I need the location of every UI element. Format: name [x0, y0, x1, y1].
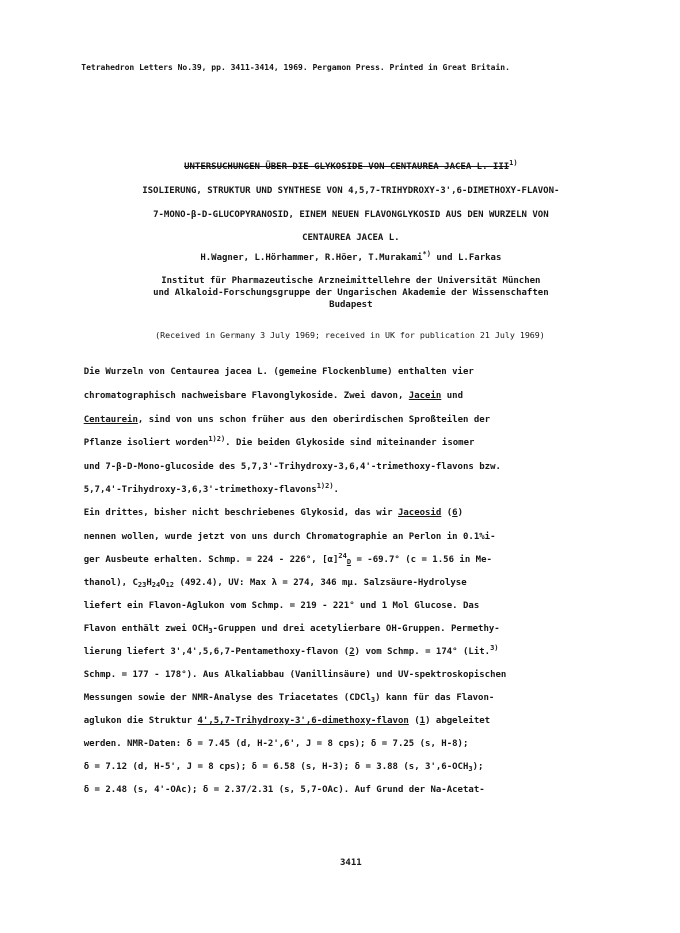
title-text-3: 7-MONO-β-D-GLUCOPYRANOSID, EINEM NEUEN FLAVONGLYKOSID AUS DEN WURZELN VON	[153, 210, 549, 220]
affiliation-text-2: und Alkaloid-Forschungsgruppe der Ungarischen Akademie der Wissenschaften	[153, 288, 549, 298]
formula-subscript: 23	[137, 581, 147, 589]
body-text: Pflanze isoliert worden	[83, 438, 209, 448]
compound-number: 6	[452, 508, 458, 518]
body-text: . Die beiden Glykoside sind miteinander isomer	[225, 438, 475, 448]
authors-footnote-ref: *)	[422, 250, 431, 258]
journal-line: Tetrahedron Letters No.39, pp. 3411-3414, 1969. Pergamon Press. Printed in Great Britain.	[81, 63, 510, 72]
compound-number: 2	[349, 647, 355, 657]
affiliation-text-1: Institut für Pharmazeutische Arzneimittellehre der Universität München	[161, 276, 541, 286]
body-text: werden. NMR-Daten: δ = 7.45 (d, H-2',6', J = 8 cps); δ = 7.25 (s, H-8);	[83, 739, 469, 749]
body-text: δ = 2.48 (s, 4'-OAc); δ = 2.37/2.31 (s, 5,7-OAc). Auf Grund der Na-Acetat-	[83, 785, 485, 795]
body-text: (	[441, 508, 453, 518]
rotation-temperature: 24	[338, 552, 347, 560]
reference-marker: 3)	[490, 644, 499, 652]
body-text: (	[408, 716, 420, 726]
body-text: , sind von uns schon früher aus den oberirdischen Sproßteilen der	[137, 415, 491, 425]
compound-name-jacein: Jacein	[408, 391, 442, 401]
title-text-1: UNTERSUCHUNGEN ÜBER DIE GLYKOSIDE VON CENTAUREA JACEA L. III	[184, 162, 510, 172]
body-text: Ein drittes, bisher nicht beschriebenes Glykosid, das wir	[83, 508, 398, 518]
body-text: nennen wollen, wurde jetzt von uns durch Chromatographie an Perlon in 0.1%i-	[83, 532, 496, 542]
body-text: )	[457, 508, 464, 518]
formula-subscript: 24	[151, 581, 161, 589]
body-text: aglukon die Struktur	[83, 716, 198, 726]
body-text: thanol), C	[83, 578, 138, 588]
compound-name-jaceosid: Jaceosid	[397, 508, 442, 518]
body-text: ) vom Schmp. = 174° (Lit.	[354, 647, 491, 657]
body-text: 5,7,4'-Trihydroxy-3,6,3'-trimethoxy-flavons	[83, 485, 317, 495]
body-text: und	[441, 391, 463, 401]
title-text-2: ISOLIERUNG, STRUKTUR UND SYNTHESE VON 4,5,7-TRIHYDROXY-3',6-DIMETHOXY-FLAVON-	[142, 186, 560, 196]
authors-text-end: und L.Farkas	[430, 253, 502, 263]
page-number	[0, 847, 680, 880]
body-text: δ = 7.12 (d, H-5', J = 8 cps); δ = 6.58 (s, H-3); δ = 3.88 (s, 3',6-OCH	[83, 762, 469, 772]
formula-subscript: 3	[208, 627, 213, 635]
title-text-4: CENTAUREA JACEA L.	[302, 233, 400, 243]
body-text: ger Ausbeute erhalten. Schmp. = 224 - 226°,	[83, 555, 323, 565]
compound-number: 1	[419, 716, 426, 726]
received-line	[0, 319, 680, 352]
body-text: liefert ein Flavon-Aglukon vom Schmp. = 219 - 221° und 1 Mol Glucose. Das	[83, 601, 480, 611]
affiliation-text-3: Budapest	[329, 300, 373, 310]
body-text: O	[160, 578, 166, 588]
body-text: Messungen sowie der NMR-Analyse des Triacetates (CDCl	[83, 693, 371, 703]
affiliation-line-3	[0, 289, 680, 322]
body-text: ) abgeleitet	[425, 716, 491, 726]
title-footnote-ref: 1)	[509, 159, 518, 167]
body-text: H	[146, 578, 152, 588]
body-text: (492.4), UV: Max λ = 274, 346 mμ. Salzsäure-Hydrolyse	[174, 578, 467, 588]
formula-subscript: 3	[370, 696, 376, 704]
body-text: Flavon enthält zwei OCH	[83, 624, 209, 634]
reference-marker: 1)2)	[208, 435, 226, 443]
body-line-19	[62, 774, 485, 807]
journal-header	[62, 51, 510, 84]
body-text: .	[333, 485, 339, 495]
body-text: und 7-β-D-Mono-glucoside des 5,7,3'-Trihydroxy-3,6,4'-trimethoxy-flavons bzw.	[83, 462, 501, 472]
body-text: lierung liefert 3',4',5,6,7-Pentamethoxy-flavon (	[83, 647, 350, 657]
optical-rotation-symbol: [α]	[322, 555, 339, 565]
body-text: = -69.7° (c = 1.56 in Me-	[351, 555, 492, 565]
authors-text: H.Wagner, L.Hörhammer, R.Höer, T.Murakami	[200, 253, 423, 263]
body-text: chromatographisch nachweisbare Flavonglykoside. Zwei davon,	[83, 391, 409, 401]
rotation-wavelength: D	[346, 558, 352, 566]
compound-name-centaurein: Centaurein	[83, 415, 138, 425]
reference-marker: 1)2)	[316, 482, 334, 490]
formula-subscript: 12	[165, 581, 175, 589]
received-text: (Received in Germany 3 July 1969; received in UK for publication 21 July 1969)	[155, 330, 545, 340]
body-text: -Gruppen und drei acetylierbare OH-Gruppen. Permethy-	[212, 624, 500, 634]
formula-subscript: 3	[468, 765, 473, 773]
body-text: );	[472, 762, 484, 772]
body-text: Schmp. = 177 - 178°). Aus Alkaliabbau (Vanillinsäure) und UV-spektroskopischen	[83, 670, 507, 680]
body-text: ) kann für das Flavon-	[375, 693, 495, 703]
body-text: Die Wurzeln von Centaurea jacea L. (gemeine Flockenblume) enthalten vier	[83, 367, 474, 377]
page-number-text: 3411	[340, 858, 362, 868]
aglycone-structure-name: 4',5,7-Trihydroxy-3',6-dimethoxy-flavon	[197, 716, 409, 726]
